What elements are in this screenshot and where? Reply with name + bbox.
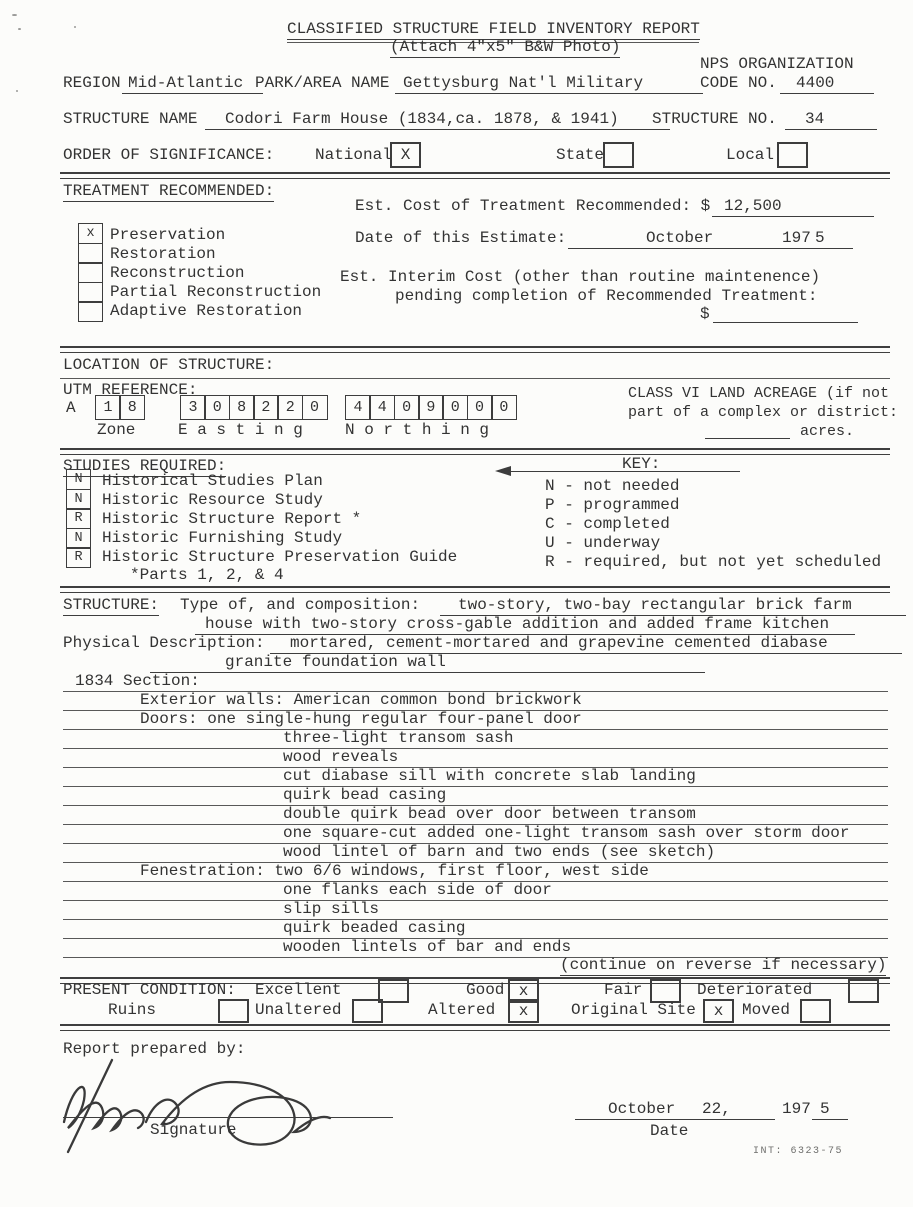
key-item: R - required, but not yet scheduled [545, 553, 882, 571]
condition-moved-label: Moved [742, 1001, 791, 1019]
utm-northing-digit: 0 [442, 395, 468, 420]
park-area-label: PARK/AREA NAME [255, 74, 390, 92]
signature-line [63, 1117, 393, 1118]
studies-item-label: Historic Structure Preservation Guide [102, 548, 458, 566]
condition-deteriorated-label: Deteriorated [697, 981, 813, 999]
date-estimate-value: October [568, 229, 853, 249]
park-area-value: Gettysburg Nat'l Military [395, 74, 703, 94]
treatment-preservation-label: Preservation [110, 226, 226, 244]
est-cost-label: Est. Cost of Treatment Recommended: $ [355, 197, 711, 215]
condition-good-checkbox: x [508, 979, 539, 1003]
nps-organization-label: NPS ORGANIZATION [700, 55, 854, 73]
prepared-by-label: Report prepared by: [63, 1040, 246, 1058]
significance-state-checkbox [603, 142, 634, 168]
utm-easting-label: E a s t i n g [178, 421, 303, 439]
condition-fair-checkbox [650, 979, 681, 1003]
structure-name-label: STRUCTURE NAME [63, 110, 198, 128]
condition-original-site-checkbox: x [703, 999, 734, 1023]
date-estimate-year: 197 [782, 229, 811, 247]
detail-line: cut diabase sill with concrete slab landing [283, 767, 696, 785]
signature-image [50, 1052, 420, 1157]
studies-historic-structure-report-checkbox: R [66, 508, 91, 529]
section-divider [60, 448, 890, 455]
utm-northing-digit: 4 [369, 395, 395, 420]
structure-no-label: STRUCTURE NO. [652, 110, 777, 128]
significance-national-checkbox: X [390, 142, 421, 168]
date-year-digit: 5 [812, 1100, 848, 1120]
date-estimate-year-digit: 5 [808, 229, 841, 249]
code-no-value: 4400 [780, 74, 874, 94]
condition-excellent-label: Excellent [255, 981, 342, 999]
treatment-restoration-label: Restoration [110, 245, 216, 263]
detail-line: wooden lintels of bar and ends [283, 938, 572, 956]
condition-deteriorated-checkbox [848, 979, 879, 1003]
date-label: Date [650, 1122, 689, 1140]
date-line [575, 1119, 775, 1120]
detail-line: quirk bead casing [283, 786, 447, 804]
acreage-line3: acres. [800, 423, 855, 440]
scan-artifact [74, 26, 76, 28]
physical-description-label: Physical Description: [63, 634, 265, 652]
continue-note: (continue on reverse if necessary) [560, 956, 887, 974]
utm-northing-cells [345, 395, 515, 420]
condition-fair-label: Fair [604, 981, 643, 999]
acreage-line1: CLASS VI LAND ACREAGE (if not [628, 385, 890, 402]
utm-northing-digit: 0 [467, 395, 493, 420]
physical-description-line2: granite foundation wall [150, 653, 705, 673]
utm-northing-digit: 9 [418, 395, 444, 420]
treatment-partial-reconstruction-label: Partial Reconstruction [110, 283, 322, 301]
treatment-adaptive-restoration-checkbox [78, 301, 103, 322]
interim-cost-blank [713, 322, 858, 323]
significance-local-label: Local [726, 146, 775, 164]
condition-ruins-label: Ruins [108, 1001, 157, 1019]
form-subtitle: (Attach 4"x5" B&W Photo) [390, 38, 621, 56]
key-item: N - not needed [545, 477, 680, 495]
detail-line: quirk beaded casing [283, 919, 466, 937]
location-heading: LOCATION OF STRUCTURE: [63, 356, 275, 374]
condition-heading: PRESENT CONDITION: [63, 981, 236, 999]
est-cost-value: 12,500 [712, 197, 874, 217]
studies-historic-furnishing-study-checkbox: N [66, 528, 91, 549]
detail-line: Doors: one single-hung regular four-panel door [140, 710, 582, 728]
utm-easting-cells [180, 395, 326, 420]
detail-line: double quirk bead over door between transom [283, 805, 696, 823]
interim-cost-line1: Est. Interim Cost (other than routine maintenence) [340, 268, 821, 286]
detail-line: one square-cut added one-light transom sash over storm door [283, 824, 850, 842]
condition-unaltered-label: Unaltered [255, 1001, 342, 1019]
scan-artifact [16, 90, 18, 92]
utm-northing-digit: 0 [491, 395, 517, 420]
studies-item-label: Historic Resource Study [102, 491, 323, 509]
treatment-preservation-checkbox: x [78, 223, 103, 244]
key-item: C - completed [545, 515, 670, 533]
studies-heading: STUDIES REQUIRED: [63, 457, 227, 475]
studies-checkbox-column [66, 471, 91, 568]
section-divider [60, 1024, 890, 1031]
significance-state-label: State [556, 146, 605, 164]
structure-type-line2: house with two-story cross-gable addition and added frame kitchen [195, 615, 855, 635]
condition-good-label: Good [466, 981, 505, 999]
treatment-adaptive-restoration-label: Adaptive Restoration [110, 302, 303, 320]
treatment-reconstruction-label: Reconstruction [110, 264, 245, 282]
key-heading: KEY: [622, 455, 661, 473]
code-no-label: CODE NO. [700, 74, 777, 92]
interim-cost-line2: pending completion of Recommended Treatment: [395, 287, 818, 305]
treatment-heading: TREATMENT RECOMMENDED: [63, 182, 275, 200]
utm-zone-cells [95, 395, 144, 420]
structure-heading: STRUCTURE: [63, 596, 160, 614]
utm-easting-digit: 2 [277, 395, 303, 420]
section-divider [60, 172, 890, 179]
interim-cost-dollar: $ [700, 305, 710, 323]
studies-footnote: *Parts 1, 2, & 4 [130, 566, 284, 584]
studies-historic-structure-preservation-guide-checkbox: R [66, 547, 91, 568]
form-number: INT: 6323-75 [753, 1146, 844, 1157]
detail-line: Exterior walls: American common bond brickwork [140, 691, 582, 709]
structure-no-value: 34 [785, 110, 877, 130]
condition-altered-label: Altered [428, 1001, 496, 1019]
studies-historic-resource-study-checkbox: N [66, 489, 91, 510]
significance-label: ORDER OF SIGNIFICANCE: [63, 146, 275, 164]
location-rule [60, 378, 890, 379]
studies-item-label: Historic Structure Report * [102, 510, 362, 528]
date-month: October [608, 1100, 676, 1118]
utm-row-letter: A [66, 399, 76, 417]
acreage-blank [705, 438, 790, 439]
utm-northing-label: N o r t h i n g [345, 421, 490, 439]
structure-type-line1: two-story, two-bay rectangular brick farm [440, 596, 906, 616]
form-title: CLASSIFIED STRUCTURE FIELD INVENTORY REPORT [287, 20, 700, 38]
condition-original-site-label: Original Site [571, 1001, 696, 1019]
studies-item-label: Historical Studies Plan [102, 472, 323, 490]
section-divider [60, 346, 890, 353]
utm-easting-digit: 3 [180, 395, 206, 420]
region-label: REGION [63, 74, 121, 92]
structure-name-value: Codori Farm House (1834,ca. 1878, & 1941) [205, 110, 670, 130]
studies-historical-studies-plan-checkbox: N [66, 469, 91, 490]
utm-zone-label: Zone [97, 421, 136, 439]
acreage-line2: part of a complex or district: [628, 404, 899, 421]
scan-artifact [12, 14, 17, 16]
key-item: P - programmed [545, 496, 680, 514]
signature-label: Signature [150, 1121, 237, 1139]
detail-line: Fenestration: two 6/6 windows, first floor, west side [140, 862, 649, 880]
region-value: Mid-Atlantic [122, 74, 263, 94]
utm-zone-digit: 1 [95, 395, 121, 420]
utm-easting-digit: 0 [204, 395, 230, 420]
section-1834-label: 1834 Section: [75, 672, 200, 690]
utm-easting-digit: 8 [229, 395, 255, 420]
treatment-partial-reconstruction-checkbox [78, 282, 103, 303]
utm-northing-digit: 4 [345, 395, 371, 420]
treatment-checkbox-column [78, 225, 103, 322]
section-divider [60, 586, 890, 593]
detail-line: slip sills [283, 900, 380, 918]
utm-zone-digit: 8 [119, 395, 145, 420]
physical-description-line1: mortared, cement-mortared and grapevine cemented diabase [270, 634, 902, 654]
utm-northing-digit: 0 [394, 395, 420, 420]
condition-moved-checkbox [800, 999, 831, 1023]
key-arrow-icon [498, 471, 740, 472]
date-year: 197 [782, 1100, 811, 1118]
significance-national-label: National [315, 146, 392, 164]
scan-artifact [18, 28, 21, 30]
utm-easting-digit: 2 [253, 395, 279, 420]
significance-local-checkbox [777, 142, 808, 168]
treatment-reconstruction-checkbox [78, 262, 103, 283]
utm-easting-digit: 0 [302, 395, 328, 420]
condition-unaltered-checkbox [352, 999, 383, 1023]
condition-altered-checkbox: x [508, 999, 539, 1023]
detail-line: wood lintel of barn and two ends (see sketch) [283, 843, 716, 861]
detail-line: wood reveals [283, 748, 399, 766]
treatment-restoration-checkbox [78, 243, 103, 264]
detail-line: three-light transom sash [283, 729, 514, 747]
date-day: 22, [702, 1100, 731, 1118]
key-item: U - underway [545, 534, 661, 552]
utm-reference-label: UTM REFERENCE: [63, 381, 198, 399]
condition-ruins-checkbox [218, 999, 249, 1023]
studies-item-label: Historic Furnishing Study [102, 529, 343, 547]
structure-type-label: Type of, and composition: [180, 596, 421, 614]
date-estimate-label: Date of this Estimate: [355, 229, 567, 247]
detail-line: one flanks each side of door [283, 881, 552, 899]
